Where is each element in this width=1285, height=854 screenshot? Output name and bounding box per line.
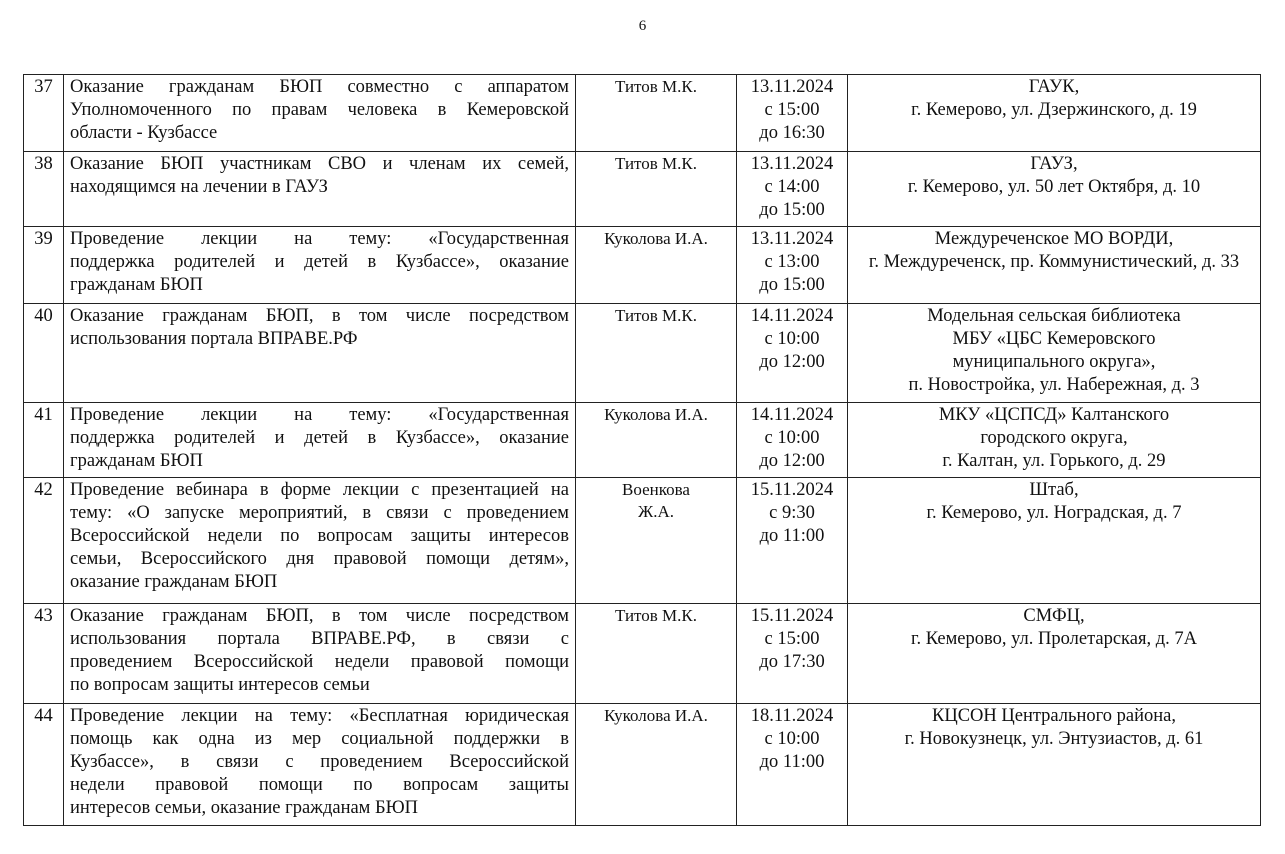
event-location bbox=[848, 604, 1261, 704]
table-row bbox=[24, 604, 1261, 704]
cell-line: г. Кемерово, ул. Пролетарская, д. 7А bbox=[910, 629, 1198, 649]
cell-line: Куколова И.А. bbox=[604, 706, 708, 725]
cell-line: г. Кемерово, ул. Дзержинского, д. 19 bbox=[911, 100, 1197, 120]
cell-line: гражданам БЮП bbox=[70, 451, 203, 471]
cell-line: с 9:30 bbox=[769, 503, 815, 523]
event-description bbox=[64, 75, 576, 152]
cell-line: муниципального округа», bbox=[952, 352, 1156, 372]
cell-line: Военкова bbox=[622, 480, 690, 499]
cell-line: СМФЦ, bbox=[1023, 606, 1085, 626]
cell-line: Кузбассе», в связи с проведением Всероссийской bbox=[70, 752, 569, 772]
table-row bbox=[24, 478, 1261, 604]
row-number: 39 bbox=[24, 227, 64, 304]
cell-line: недели правовой помощи по вопросам защиты bbox=[70, 775, 569, 795]
cell-line: МБУ «ЦБС Кемеровского bbox=[952, 329, 1156, 349]
cell-line: г. Калтан, ул. Горького, д. 29 bbox=[942, 451, 1166, 471]
table-row bbox=[24, 304, 1261, 403]
responsible-person bbox=[576, 75, 737, 152]
row-number: 37 bbox=[24, 75, 64, 152]
cell-line: Оказание гражданам БЮП, в том числе посредством bbox=[70, 606, 569, 626]
event-datetime bbox=[737, 403, 848, 478]
cell-line: до 11:00 bbox=[759, 526, 825, 546]
row-number: 42 bbox=[24, 478, 64, 604]
cell-line: по вопросам защиты интересов семьи bbox=[70, 675, 370, 695]
cell-line: 14.11.2024 bbox=[750, 405, 834, 425]
event-datetime bbox=[737, 704, 848, 826]
cell-line: Проведение лекции на тему: «Государственная bbox=[70, 229, 569, 249]
events-table bbox=[23, 74, 1261, 826]
cell-line: Оказание гражданам БЮП, в том числе посредством bbox=[70, 306, 569, 326]
cell-line: Проведение вебинара в форме лекции с презентацией на bbox=[70, 480, 569, 500]
row-number: 44 bbox=[24, 704, 64, 826]
table-row bbox=[24, 403, 1261, 478]
event-description bbox=[64, 152, 576, 227]
event-location bbox=[848, 227, 1261, 304]
cell-line: п. Новостройка, ул. Набережная, д. 3 bbox=[908, 375, 1200, 395]
cell-line: Модельная сельская библиотека bbox=[927, 306, 1181, 326]
responsible-person bbox=[576, 604, 737, 704]
event-datetime bbox=[737, 227, 848, 304]
responsible-person bbox=[576, 704, 737, 826]
cell-line: МКУ «ЦСПСД» Калтанского bbox=[938, 405, 1170, 425]
event-location bbox=[848, 304, 1261, 403]
event-location bbox=[848, 704, 1261, 826]
cell-line: помощь как одна из мер социальной поддержки в bbox=[70, 729, 569, 749]
cell-line: Ж.А. bbox=[637, 502, 674, 521]
event-location bbox=[848, 478, 1261, 604]
cell-line: Уполномоченного по правам человека в Кемеровской bbox=[70, 100, 569, 120]
cell-line: до 12:00 bbox=[759, 451, 825, 471]
cell-line: интересов семьи, оказание гражданам БЮП bbox=[70, 798, 419, 818]
cell-line: использования портала ВПРАВЕ.РФ bbox=[70, 329, 358, 349]
event-datetime bbox=[737, 75, 848, 152]
row-number: 43 bbox=[24, 604, 64, 704]
cell-line: г. Междуреченск, пр. Коммунистический, д. 33 bbox=[868, 252, 1240, 272]
event-datetime bbox=[737, 152, 848, 227]
event-description bbox=[64, 304, 576, 403]
event-datetime bbox=[737, 604, 848, 704]
cell-line: Оказание гражданам БЮП совместно с аппаратом bbox=[70, 77, 569, 97]
event-datetime bbox=[737, 478, 848, 604]
row-number: 38 bbox=[24, 152, 64, 227]
event-description bbox=[64, 227, 576, 304]
cell-line: оказание гражданам БЮП bbox=[70, 572, 278, 592]
event-description bbox=[64, 478, 576, 604]
cell-line: поддержка родителей и детей в Кузбассе», оказание bbox=[70, 428, 569, 448]
responsible-person bbox=[576, 478, 737, 604]
cell-line: проведением Всероссийской недели правовой помощи bbox=[70, 652, 569, 672]
cell-line: до 15:00 bbox=[759, 200, 825, 220]
cell-line: поддержка родителей и детей в Кузбассе», оказание bbox=[70, 252, 569, 272]
cell-line: Всероссийской недели по вопросам защиты интересов bbox=[70, 526, 569, 546]
cell-line: 13.11.2024 bbox=[750, 154, 834, 174]
cell-line: Титов М.К. bbox=[615, 306, 697, 325]
cell-line: ГАУЗ, bbox=[1030, 154, 1078, 174]
cell-line: КЦСОН Центрального района, bbox=[932, 706, 1176, 726]
page-number: 6 bbox=[638, 18, 647, 34]
cell-line: 13.11.2024 bbox=[750, 77, 834, 97]
cell-line: семьи, Всероссийского дня правовой помощи детям», bbox=[70, 549, 569, 569]
event-datetime bbox=[737, 304, 848, 403]
event-description bbox=[64, 704, 576, 826]
cell-line: 15.11.2024 bbox=[750, 606, 834, 626]
event-location bbox=[848, 75, 1261, 152]
cell-line: г. Новокузнецк, ул. Энтузиастов, д. 61 bbox=[904, 729, 1204, 749]
cell-line: до 12:00 bbox=[759, 352, 825, 372]
cell-line: г. Кемерово, ул. 50 лет Октября, д. 10 bbox=[907, 177, 1201, 197]
cell-line: 18.11.2024 bbox=[750, 706, 834, 726]
cell-line: с 10:00 bbox=[764, 329, 820, 349]
table-row bbox=[24, 704, 1261, 826]
cell-line: г. Кемерово, ул. Ноградская, д. 7 bbox=[926, 503, 1182, 523]
cell-line: до 11:00 bbox=[759, 752, 825, 772]
cell-line: тему: «О запуске мероприятий, в связи с проведением bbox=[70, 503, 569, 523]
cell-line: с 10:00 bbox=[764, 729, 820, 749]
cell-line: 15.11.2024 bbox=[750, 480, 834, 500]
cell-line: Титов М.К. bbox=[615, 606, 697, 625]
row-number: 40 bbox=[24, 304, 64, 403]
row-number: 41 bbox=[24, 403, 64, 478]
event-description bbox=[64, 604, 576, 704]
cell-line: Титов М.К. bbox=[615, 154, 697, 173]
cell-line: Междуреченское МО ВОРДИ, bbox=[934, 229, 1174, 249]
responsible-person bbox=[576, 304, 737, 403]
cell-line: городского округа, bbox=[980, 428, 1128, 448]
table-row bbox=[24, 227, 1261, 304]
cell-line: до 17:30 bbox=[759, 652, 825, 672]
cell-line: с 15:00 bbox=[764, 100, 820, 120]
cell-line: Куколова И.А. bbox=[604, 405, 708, 424]
cell-line: ГАУК, bbox=[1028, 77, 1080, 97]
event-location bbox=[848, 152, 1261, 227]
cell-line: Куколова И.А. bbox=[604, 229, 708, 248]
cell-line: Титов М.К. bbox=[615, 77, 697, 96]
responsible-person bbox=[576, 403, 737, 478]
cell-line: использования портала ВПРАВЕ.РФ, в связи с bbox=[70, 629, 569, 649]
cell-line: находящимся на лечении в ГАУЗ bbox=[70, 177, 328, 197]
cell-line: Проведение лекции на тему: «Бесплатная юридическая bbox=[70, 706, 569, 726]
table-row bbox=[24, 152, 1261, 227]
cell-line: до 15:00 bbox=[759, 275, 825, 295]
cell-line: с 13:00 bbox=[764, 252, 820, 272]
responsible-person bbox=[576, 227, 737, 304]
cell-line: с 10:00 bbox=[764, 428, 820, 448]
cell-line: Штаб, bbox=[1029, 480, 1079, 500]
cell-line: 13.11.2024 bbox=[750, 229, 834, 249]
cell-line: с 14:00 bbox=[764, 177, 820, 197]
cell-line: гражданам БЮП bbox=[70, 275, 203, 295]
event-location bbox=[848, 403, 1261, 478]
cell-line: Проведение лекции на тему: «Государственная bbox=[70, 405, 569, 425]
responsible-person bbox=[576, 152, 737, 227]
table-row bbox=[24, 75, 1261, 152]
event-description bbox=[64, 403, 576, 478]
cell-line: с 15:00 bbox=[764, 629, 820, 649]
cell-line: до 16:30 bbox=[759, 123, 825, 143]
cell-line: Оказание БЮП участникам СВО и членам их семей, bbox=[70, 154, 569, 174]
cell-line: области - Кузбассе bbox=[70, 123, 218, 143]
cell-line: 14.11.2024 bbox=[750, 306, 834, 326]
